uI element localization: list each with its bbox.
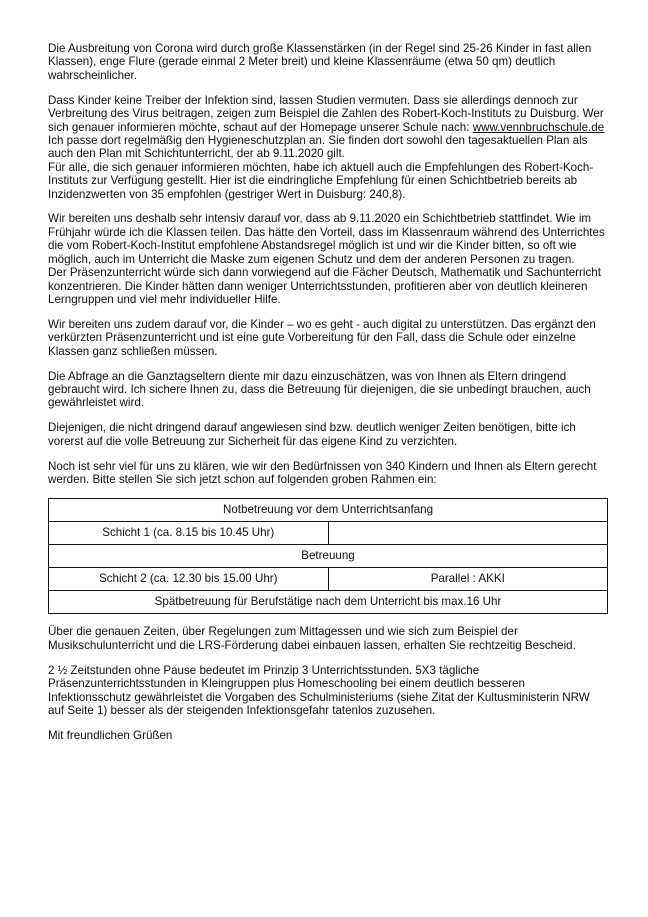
paragraph-text: Die Ausbreitung von Corona wird durch große Klassenstärken (in der Regel sind 25-26 Kinder in fast allen Klassen), enge Flure (gerade einmal 2 Meter breit) und kleine Klassenräume (etwa 50 qm) deutlich wahrscheinlicher.: [48, 42, 592, 82]
table-cell-parallel: Parallel : AKKI: [328, 567, 608, 590]
paragraph-care-waiver: [48, 421, 608, 448]
paragraph-text: Ich passe dort regelmäßig den Hygieneschutzplan an. Sie finden dort sowohl den tagesaktuellen Plan als auch den Plan mit Schichtunterricht, der ab 9.11.2020 gilt.: [48, 133, 588, 161]
table-cell-late-care: Spätbetreuung für Berufstätige nach dem Unterricht bis max.16 Uhr: [49, 590, 608, 613]
table-cell-care: Betreuung: [49, 544, 608, 567]
table-row: [49, 590, 608, 613]
letter-page: [48, 42, 608, 754]
table-row: [49, 567, 608, 590]
paragraph-text: Über die genauen Zeiten, über Regelungen zum Mittagessen und wie sich zum Beispiel der Musikschulunterricht und die LRS-Förderung dabei einbauen lassen, erhalten Sie rechtzeitig Bescheid.: [48, 625, 576, 652]
paragraph-text: Der Präsenzunterricht würde sich dann vorwiegend auf die Fächer Deutsch, Mathematik und Sachunterricht konzentrieren. Die Kinder hätten dann weniger Unterrichtsstunden, profitieren aber von deutlich kleineren Lerngruppen und viel mehr individueller Hilfe.: [48, 266, 601, 306]
closing-greeting: [48, 729, 608, 742]
table-cell-empty: [328, 521, 608, 544]
schedule-table: [48, 498, 608, 614]
paragraph-digital-support: [48, 318, 608, 358]
table-row: [49, 544, 608, 567]
table-cell-shift-1: Schicht 1 (ca. 8.15 bis 10.45 Uhr): [49, 521, 329, 544]
paragraph-text: Wir bereiten uns deshalb sehr intensiv darauf vor, dass ab 9.11.2020 ein Schichtbetrieb stattfindet. Wie im Frühjahr würde ich die Klassen teilen. Das hätte den Vorteil, dass im Klassenraum während des Unterrichtes die vom Robert-Koch-Institut empfohlene Abstandsregel möglich ist und wir die Kinder bitten, so oft wie möglich, auch im Unterricht die Maske zum eigenen Schutz und dem der anderen Personen zu tragen.: [48, 212, 605, 266]
table-cell-shift-2: Schicht 2 (ca. 12.30 bis 15.00 Uhr): [49, 567, 329, 590]
closing-text: Mit freundlichen Grüßen: [48, 728, 173, 742]
paragraph-text: Für alle, die sich genauer informieren möchten, habe ich aktuell auch die Empfehlungen des Robert-Koch-Instituts zur Verfügung gestellt. Hier ist die eindringliche Empfehlung für einen Schichtbetrieb bereits ab Inzidenzwerten von 35 empfohlen (gestriger Wert in Duisburg: 240,8).: [48, 160, 594, 201]
paragraph-text: 2 ½ Zeitstunden ohne Pause bedeutet im Prinzip 3 Unterrichtsstunden. 5X3 tägliche Präsenzunterrichtsstunden in Kleingruppen plus Homeschooling bei einem deutlich besseren Infektionsschutz gewährleistet die Vorgaben des Schulministeriums (siehe Zitat der Kultusministerin NRW auf Seite 1) besser als der steigenden Infektionsgefahr tatenlos zuzusehen.: [48, 663, 590, 717]
paragraph-text: Diejenigen, die nicht dringend darauf angewiesen sind bzw. deutlich weniger Zeiten benötigen, bitte ich vorerst auf die volle Betreuung zur Sicherheit für das eigene Kind zu verzichten.: [48, 421, 576, 448]
paragraph-framework-intro: [48, 460, 608, 487]
paragraph-text: Wir bereiten uns zudem darauf vor, die Kinder – wo es geht - auch digital zu unterstützen. Das ergänzt den verkürzten Präsenzunterricht und ist eine gute Vorbereitung für den Fall, dass die Schule oder einzelne Klassen ganz schließen müssen.: [48, 317, 596, 358]
paragraph-text: Dass Kinder keine Treiber der Infektion sind, lassen Studien vermuten. Dass sie allerdings dennoch zur Verbreitung des Virus beitragen, zeigen zum Beispiel die Zahlen des Robert-Koch-Instituts zu Duisburg. Wer sich genauer informieren möchte, schaut auf der Homepage unserer Schule nach:: [48, 93, 604, 134]
table-cell-emergency-care: Notbetreuung vor dem Unterrichtsanfang: [49, 498, 608, 521]
paragraph-details-notice: [48, 625, 608, 652]
paragraph-infection-info: [48, 94, 608, 201]
paragraph-text: Noch ist sehr viel für uns zu klären, wie wir den Bedürfnissen von 340 Kindern und Ihnen als Eltern gerecht werden. Bitte stellen Sie sich jetzt schon auf folgenden groben Rahmen ein:: [48, 459, 597, 486]
paragraph-text-with-link: [48, 94, 608, 134]
paragraph-shift-operation: [48, 212, 608, 306]
paragraph-hours-explanation: [48, 664, 608, 718]
table-row: [49, 498, 608, 521]
paragraph-class-sizes: [48, 42, 608, 82]
table-row: [49, 521, 608, 544]
school-homepage-link[interactable]: www.vennbruchschule.de: [472, 120, 605, 134]
paragraph-text: Die Abfrage an die Ganztagseltern diente mir dazu einzuschätzen, was von Ihnen als Eltern dringend gebraucht wird. Ich sichere Ihnen zu, dass die Betreuung für diejenigen, die sie unbedingt brauchen, auch gewährleistet wird.: [48, 369, 591, 410]
paragraph-care-survey: [48, 370, 608, 410]
